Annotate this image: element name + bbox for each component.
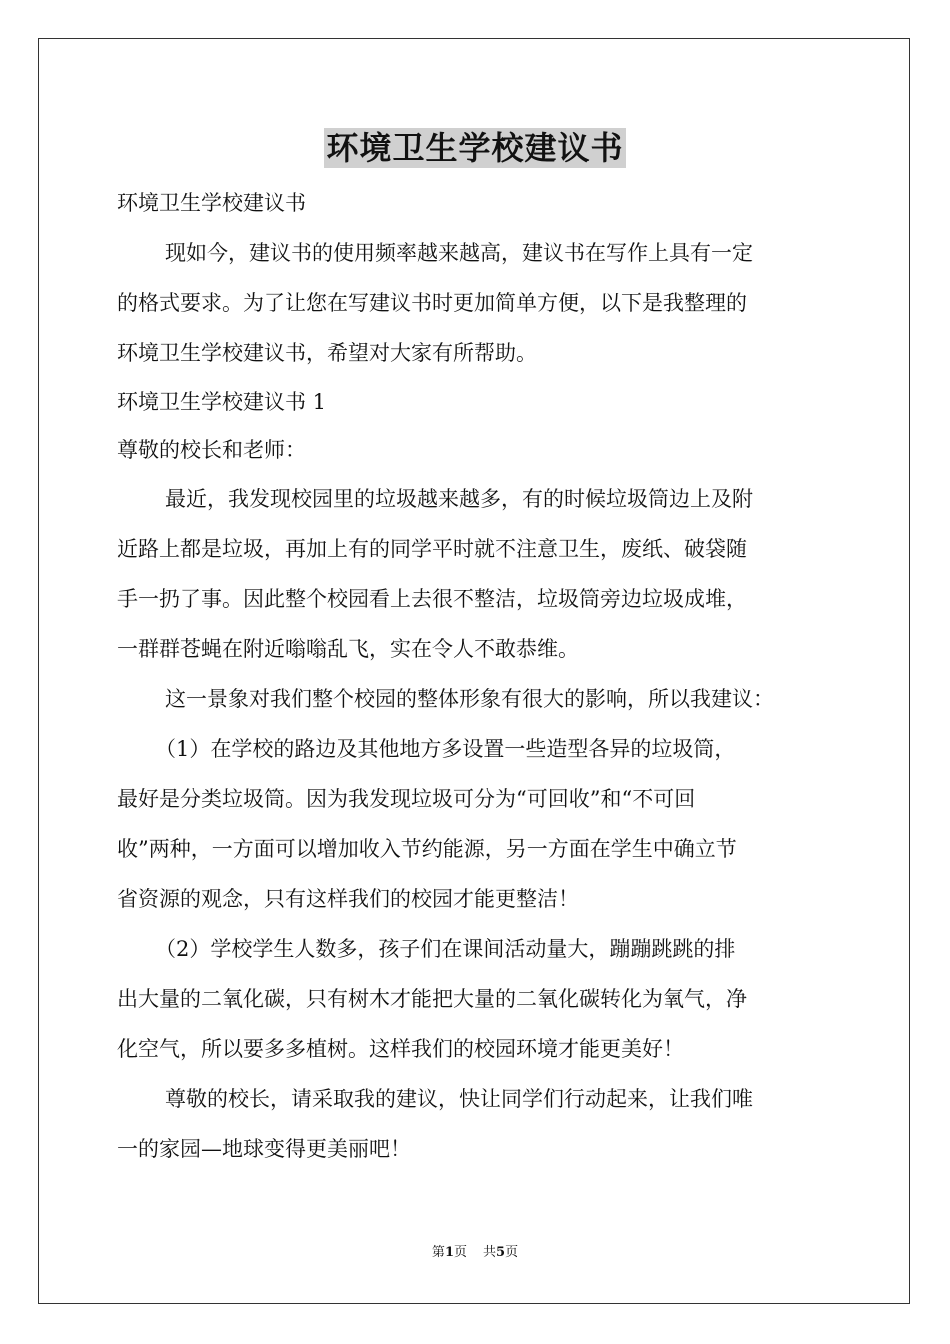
body-line: 一群群苍蝇在附近嗡嗡乱飞，实在令人不敢恭维。 <box>117 637 579 661</box>
total-suffix: 页 <box>505 1245 519 1260</box>
body-line: 现如今，建议书的使用频率越来越高，建议书在写作上具有一定 <box>165 241 753 265</box>
body-line: 环境卫生学校建议书 <box>117 191 306 215</box>
total-page-count: 5 <box>496 1245 506 1260</box>
page-suffix: 页 <box>453 1245 467 1260</box>
body-line: （1）在学校的路边及其他地方多设置一些造型各异的垃圾筒， <box>155 737 736 761</box>
page-prefix: 第 <box>431 1245 445 1260</box>
body-line: 这一景象对我们整个校园的整体形象有很大的影响，所以我建议： <box>165 687 774 711</box>
body-line: 省资源的观念，只有这样我们的校园才能更整洁！ <box>117 887 579 911</box>
document-body <box>117 178 837 1174</box>
body-line: 一的家园—地球变得更美丽吧！ <box>117 1137 411 1161</box>
document-title: 环境卫生学校建议书 <box>326 129 624 167</box>
section-heading: 环境卫生学校建议书 1 <box>117 390 327 414</box>
title-container <box>0 128 950 168</box>
body-line: （2）学校学生人数多，孩子们在课间活动量大，蹦蹦跳跳的排 <box>155 937 736 961</box>
body-line: 近路上都是垃圾，再加上有的同学平时就不注意卫生，废纸、破袋随 <box>117 537 747 561</box>
body-line: 尊敬的校长，请采取我的建议，快让同学们行动起来，让我们唯 <box>165 1087 753 1111</box>
body-line: 最好是分类垃圾筒。因为我发现垃圾可分为“可回收”和“不可回 <box>117 787 696 811</box>
page-footer <box>0 1244 950 1262</box>
body-line: 化空气，所以要多多植树。这样我们的校园环境才能更美好！ <box>117 1037 684 1061</box>
body-line: 的格式要求。为了让您在写建议书时更加简单方便，以下是我整理的 <box>117 291 747 315</box>
body-line: 手一扔了事。因此整个校园看上去很不整洁，垃圾筒旁边垃圾成堆， <box>117 587 747 611</box>
body-line: 出大量的二氧化碳，只有树木才能把大量的二氧化碳转化为氧气，净 <box>117 987 747 1011</box>
current-page-number: 1 <box>444 1245 454 1260</box>
body-line: 最近，我发现校园里的垃圾越来越多，有的时候垃圾筒边上及附 <box>165 487 753 511</box>
salutation: 尊敬的校长和老师： <box>117 438 306 462</box>
total-prefix: 共 <box>483 1245 497 1260</box>
body-line: 环境卫生学校建议书，希望对大家有所帮助。 <box>117 341 537 365</box>
body-line: 收”两种，一方面可以增加收入节约能源，另一方面在学生中确立节 <box>117 837 737 861</box>
